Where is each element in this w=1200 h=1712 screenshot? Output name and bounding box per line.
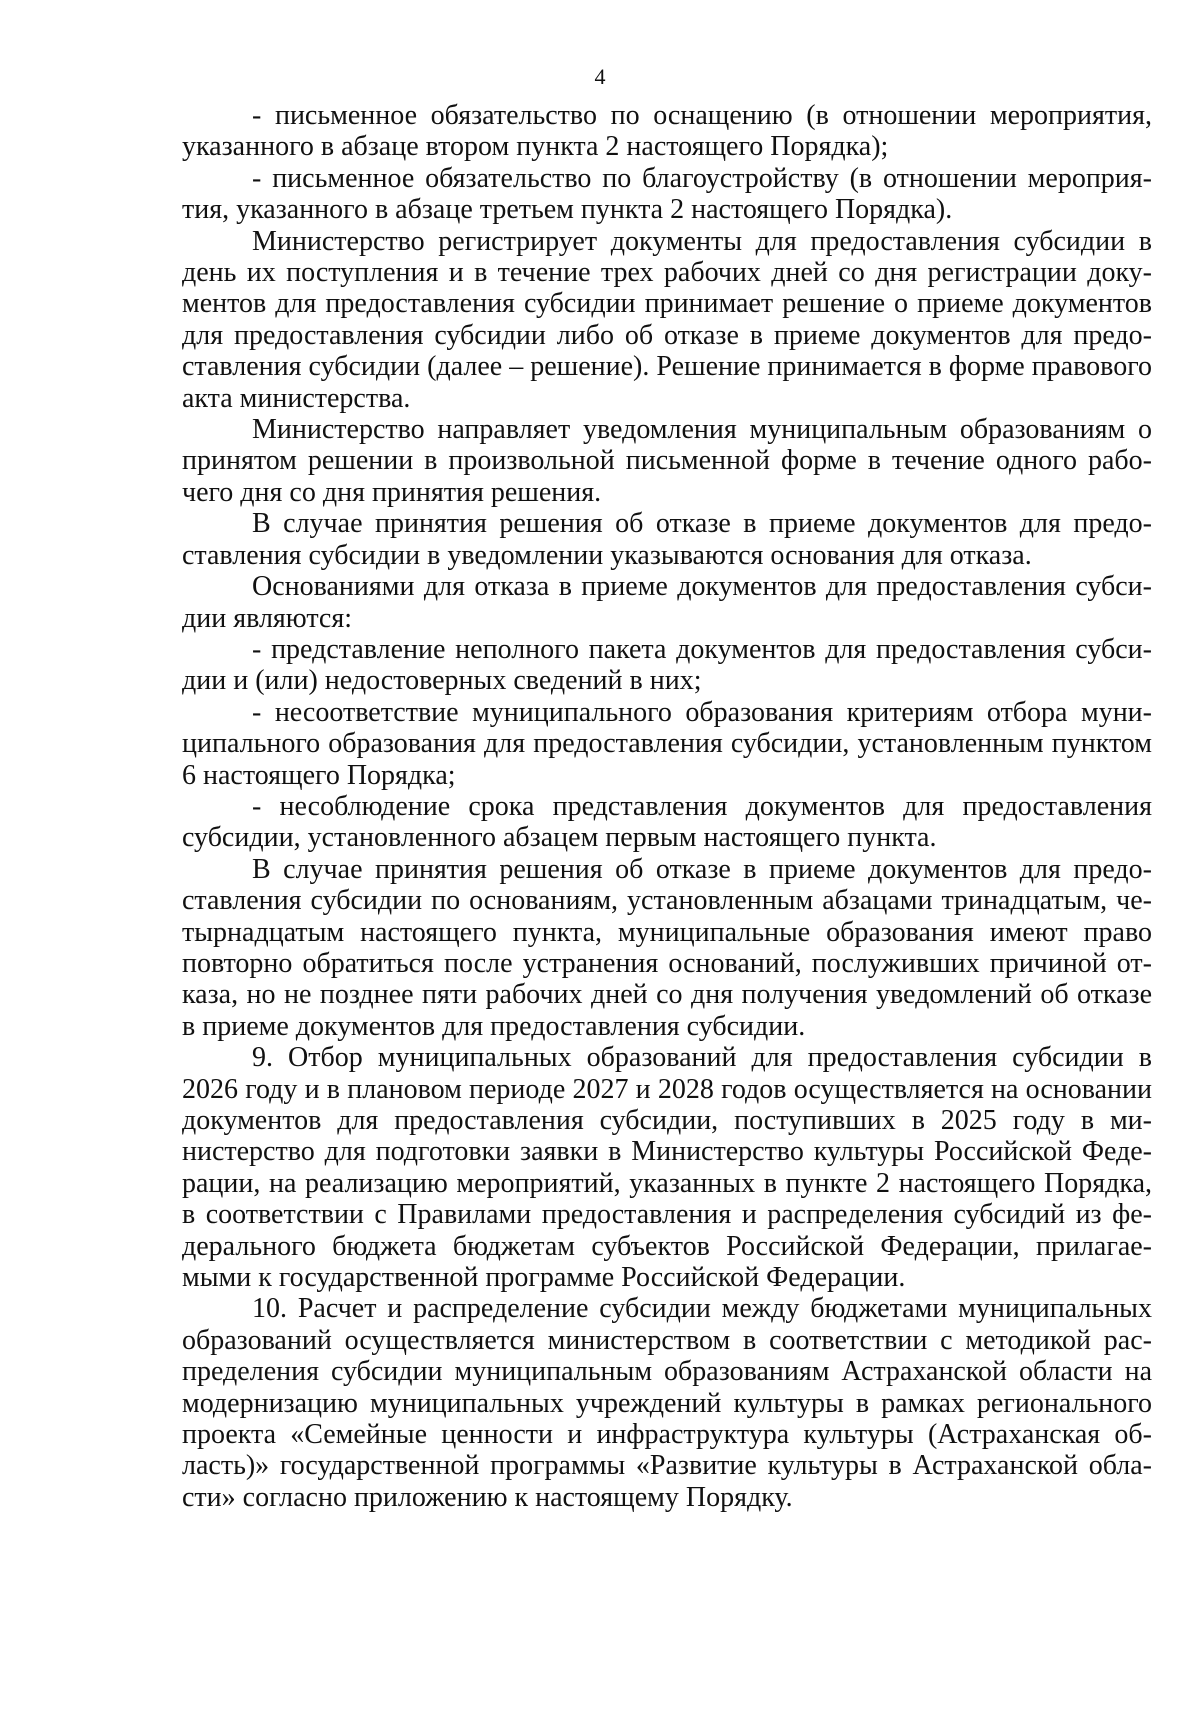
paragraph-refusal-grounds-intro: Основаниями для отказа в приеме документов для предоставления субсидии являются: [182, 571, 1152, 634]
page-number: 4 [594, 64, 606, 89]
paragraph-registration: Министерство регистрирует документы для предоставления субсидии в день их поступления и в течение трех рабочих дней со дня регистрации документов для предоставления субсидии принимает решение о приеме документов для предоставления субсидии либо об отказе в приеме документов для предоставления субсидии (далее – решение). Решение принимается в форме правового акта министерства. [182, 225, 1152, 414]
paragraph-ground-criteria: - несоответствие муниципального образования критериям отбора муниципального образования для предоставления субсидии, установленным пунктом 6 настоящего Порядка; [182, 696, 1152, 791]
paragraph-clause-10: 10. Расчет и распределение субсидии между бюджетами муниципальных образований осуществляется министерством в соответствии с методикой распределения субсидии муниципальным образованиям Астраханской области на модернизацию муниципальных учреждений культуры в рамках регионального проекта «Семейные ценности и инфраструктура культуры (Астраханская область)» государственной программы «Развитие культуры в Астраханской области» согласно приложению к настоящему Порядку. [182, 1293, 1152, 1513]
paragraph-ground-deadline: - несоблюдение срока представления документов для предоставления субсидии, установленного абзацем первым настоящего пункта. [182, 790, 1152, 854]
paragraph-notification: Министерство направляет уведомления муниципальным образованиям о принятом решении в произвольной письменной форме в течение одного рабочего дня со дня принятия решения. [182, 414, 1152, 508]
paragraph-landscaping-obligation: - письменное обязательство по благоустройству (в отношении мероприятия, указанного в абзаце третьем пункта 2 настоящего Порядка). [182, 162, 1152, 226]
document-body [182, 100, 1152, 1513]
paragraph-resubmission: В случае принятия решения об отказе в приеме документов для предоставления субсидии по основаниям, установленным абзацами тринадцатым, четырнадцатым настоящего пункта, муниципальные образования имеют право повторно обратиться после устранения оснований, послуживших причиной отказа, но не позднее пяти рабочих дней со дня получения уведомлений об отказе в приеме документов для предоставления субсидии. [182, 853, 1152, 1042]
paragraph-ground-incomplete: - представление неполного пакета документов для предоставления субсидии и (или) недостоверных сведений в них; [182, 633, 1152, 697]
paragraph-clause-9: 9. Отбор муниципальных образований для предоставления субсидии в 2026 году и в плановом периоде 2027 и 2028 годов осуществляется на основании документов для предоставления субсидии, поступивших в 2025 году в министерство для подготовки заявки в Министерство культуры Российской Федерации, на реализацию мероприятий, указанных в пункте 2 настоящего Порядка, в соответствии с Правилами предоставления и распределения субсидий из федерального бюджета бюджетам субъектов Российской Федерации, прилагаемыми к государственной программе Российской Федерации. [182, 1042, 1152, 1294]
paragraph-refusal-grounds-notice: В случае принятия решения об отказе в приеме документов для предоставления субсидии в уведомлении указываются основания для отказа. [182, 508, 1152, 571]
paragraph-equipment-obligation: - письменное обязательство по оснащению (в отношении мероприятия, указанного в абзаце втором пункта 2 настоящего Порядка); [182, 100, 1152, 163]
